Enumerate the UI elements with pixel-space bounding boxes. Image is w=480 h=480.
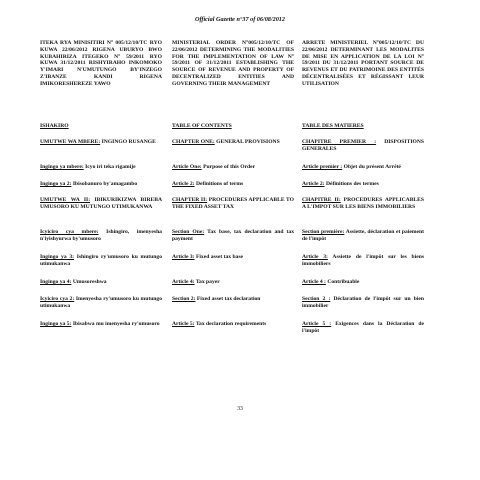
toc-label: Section 2 : (302, 296, 331, 302)
toc-entry (172, 296, 294, 303)
toc-text: Ibisobanuro by'amagambo (72, 181, 138, 187)
toc-text: Ishingiro, imenyesha n'iyishyurwa by'umusoro (40, 229, 162, 242)
toc-entry (172, 181, 294, 188)
toc-text: Fixed asset tax base (195, 254, 244, 260)
toc-entry (172, 164, 294, 171)
toc-text: Tax declaration requirements (195, 321, 267, 327)
toc-label: Article 4 : (302, 279, 326, 285)
toc-entry (302, 321, 424, 335)
toc-text: PROCEDURES APPLICABLES A L'IMPOT SUR LES BIENS IMMOBILIERS (302, 197, 425, 210)
toc-text: Imenyesha ry'umusoro ku mutungo utimukanwa (40, 296, 163, 309)
toc-text: Objet du présent Arrêté (343, 164, 401, 170)
gazette-header: Official Gazette n°37 of 06/08/2012 (194, 16, 285, 23)
toc-label: Section 2: (172, 296, 196, 302)
toc-entry (40, 164, 162, 171)
toc-entry (172, 139, 294, 146)
toc-text: PROCEDURES APPLICABLE TO THE FIXED ASSET TAX (172, 197, 294, 210)
contents-heading: TABLE OF CONTENTS (172, 123, 232, 129)
toc-text: INGINGO RUSANGE (101, 139, 156, 145)
toc-label: Ingingo ya 3: (40, 254, 74, 260)
toc-entry (302, 181, 424, 188)
toc-label: Article 2: (172, 181, 195, 187)
toc-entry (302, 229, 424, 243)
toc-label: CHAPTER ONE: (172, 139, 215, 145)
toc-entry (172, 279, 294, 286)
toc-text: IBIKURIKIZWA BIREBA UMUSORO KU MUTUNGO UTIMUKANWA (40, 197, 162, 210)
toc-entry (302, 254, 424, 268)
order-title: ITEKA RYA MINISITIRI N° 005/12/10/TC RYO KUWA 22/06/2012 RIGENA UBURYO BWO KUBAHIRIZA ITEGEKO N° 59/2011 RYO KUWA 31/12/2011 RISHYIRAHO INKOMOKO Y'IMARI N'UMUTUNGO BY'INZEGO Z'IBANZE KANDI RIGENA IMIKORESHEREZE YAWO (40, 40, 162, 87)
toc-label: Article 4: (172, 279, 195, 285)
toc-text: Icyo iri teka rigamije (85, 164, 136, 170)
toc-entry (302, 197, 424, 211)
toc-label: Ingingo ya 4: (40, 279, 72, 285)
toc-text: Déclaration de l'impôt sur un bien immobilier (302, 296, 424, 309)
toc-label: CHAPITRE PREMIER : (302, 139, 377, 145)
toc-text: Purpose of this Order (203, 164, 256, 170)
toc-text: Ibisabwa mu imenyesha ry'umusoro (72, 321, 160, 327)
toc-entry (40, 321, 162, 328)
toc-label: CHAPTER II: (172, 197, 208, 203)
toc-text: DISPOSITIONS GENERALES (302, 139, 424, 152)
toc-text: Umusoreshwa (72, 279, 107, 285)
toc-entry (40, 197, 162, 211)
toc-text: Definitions of terms (195, 181, 244, 187)
toc-entry (40, 279, 162, 286)
order-title: MINISTERIAL ORDER N°005/12/10/TC OF 22/06/2012 DETERMINING THE MODALITIES FOR THE IMPLEMENTATION OF LAW N° 59/2011 OF 31/12/2011 ESTABLISHING THE SOURCE OF REVENUE AND PROPERTY OF DECENTRALIZED ENTITIES AND GOVERNING THEIR MANAGEMENT (172, 40, 294, 87)
toc-text: Fixed asset tax declaration (196, 296, 261, 302)
toc-label: Article 2: (302, 181, 325, 187)
toc-entry (172, 197, 294, 211)
toc-label: Ingingo ya 5: (40, 321, 72, 327)
toc-entry (172, 321, 294, 328)
toc-entry (302, 164, 424, 171)
toc-label: UMUTWE WA MBERE: (40, 139, 101, 145)
toc-entry (40, 254, 162, 268)
toc-label: Article 3: (302, 254, 328, 260)
toc-entry (172, 254, 294, 261)
toc-text: Définitions des termes (325, 181, 379, 187)
toc-text: GENERAL PROVISIONS (216, 139, 280, 145)
toc-label: Icyiciro cya 2: (40, 296, 75, 302)
toc-entry (302, 139, 424, 153)
toc-text: Assiette, déclaration et paiement de l'impôt (302, 229, 424, 242)
toc-label: Article 5: (172, 321, 195, 327)
toc-entry (40, 229, 162, 243)
toc-text: Tax payer (195, 279, 220, 285)
toc-label: Article One: (172, 164, 202, 170)
toc-label: Icyiciro cya mbere: (40, 229, 99, 235)
toc-label: CHAPITRE II: (302, 197, 341, 203)
toc-label: Section One: (172, 229, 205, 235)
contents-heading: ISHAKIRO (40, 123, 69, 129)
toc-text: Tax base, tax declaration and tax payment (172, 229, 294, 242)
toc-entry (40, 296, 162, 310)
toc-label: UMUTWE WA II: (40, 197, 91, 203)
toc-label: Section première: (302, 229, 345, 235)
toc-text: Contribuable (327, 279, 360, 285)
toc-label: Article 3: (172, 254, 195, 260)
toc-label: Ingingo ya mbere: (40, 164, 84, 170)
toc-label: Article premier : (302, 164, 343, 170)
toc-text: Ishingiro ry'umusoro ku mutungo utimukanwa (40, 254, 162, 267)
toc-entry (172, 229, 294, 243)
toc-entry (302, 296, 424, 310)
toc-label: Ingingo ya 2: (40, 181, 72, 187)
toc-entry (40, 181, 162, 188)
toc-text: Assiette de l'impôt sur les biens immobiliers (302, 254, 424, 267)
order-title: ARRETE MINISTERIEL N°005/12/10/TC DU 22/06/2012 DETERMINANT LES MODALITES DE MISE EN APPLICATION DE LA LOI N° 59/2011 DU 31/12/2011 PORTANT SOURCE DE REVENUS ET DU PATRIMOINE DES ENTITÉS DÉCENTRALISÉES ET RÉGISSANT LEUR UTILISATION (302, 40, 424, 87)
toc-entry (40, 139, 162, 146)
toc-entry (302, 279, 424, 286)
contents-heading: TABLE DES MATIERES (302, 123, 364, 129)
toc-text: Exigences dans la Déclaration de l'impôt (302, 321, 425, 334)
page-number: 33 (237, 406, 243, 412)
toc-label: Article 5 : (302, 321, 332, 327)
